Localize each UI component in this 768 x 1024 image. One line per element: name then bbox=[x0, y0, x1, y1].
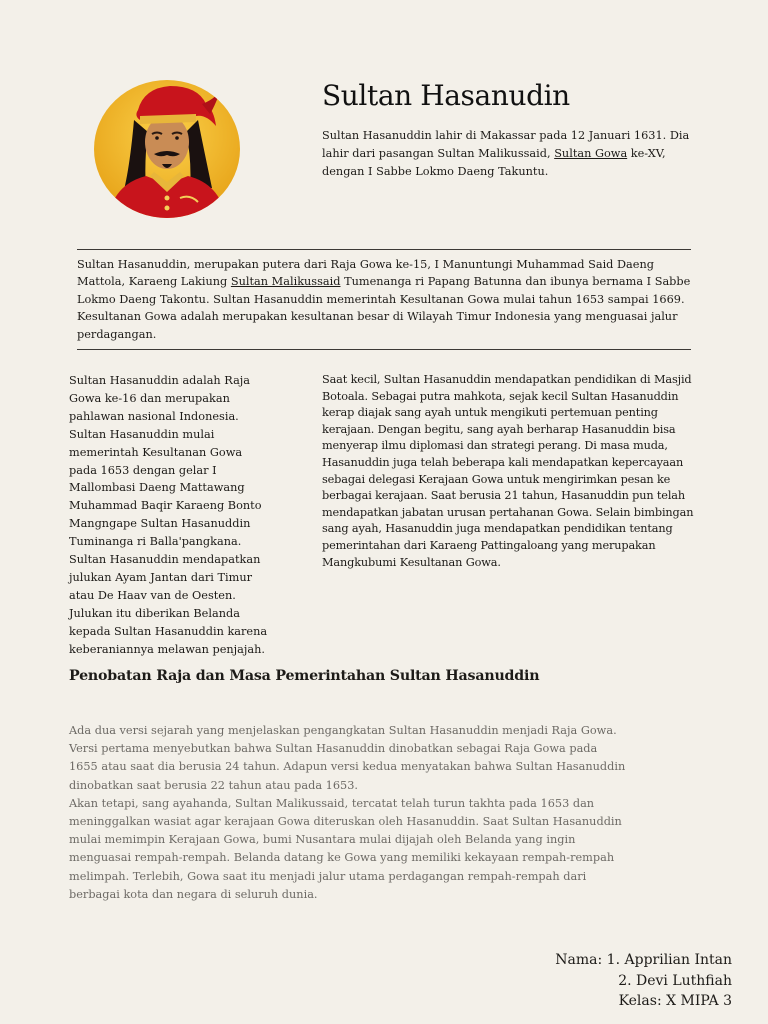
section-paragraph-2: Akan tetapi, sang ayahanda, Sultan Malikussaid, tercatat telah turun takhta pada 1653 dan meninggalkan wasiat agar kerajaan Gowa diteruskan oleh Hasanuddin. Saat Sultan Hasanuddin mulai memimpin Kerajaan Gowa, bumi Nusantara mulai dijajah oleh Belanda yang ingin menguasai rempah-rempah. Belanda datang ke Gowa yang memiliki kekayaan rempah-rempah melimpah. Terlebih, Gowa saat itu menjadi jalur utama perdagangan rempah-rempah dari berbagai kota dan negara di seluruh dunia. bbox=[69, 796, 622, 901]
summary-text-start: Sultan Hasanuddin, merupakan putera dari Raja Gowa ke-15, I Manuntungi Muhammad Said Daeng Mattola, Karaeng Lakiung bbox=[77, 258, 654, 289]
left-column-paragraph: Sultan Hasanuddin adalah Raja Gowa ke-16 dan merupakan pahlawan nasional Indonesia. Sultan Hasanuddin mulai memerintah Kesultanan Gowa pada 1653 dengan gelar I Mallombasi Daeng Mattawang Muhammad Baqir Karaeng Bonto Mangngape Sultan Hasanuddin Tuminanga ri Balla'pangkana. Sultan Hasanuddin mendapatkan julukan Ayam Jantan dari Timur atau De Haav van de Oesten. Julukan itu diberikan Belanda kepada Sultan Hasanuddin karena keberaniannya melawan penjajah. bbox=[69, 374, 268, 656]
portrait-image bbox=[94, 80, 240, 218]
intro-text-start: Sultan Hasanuddin lahir di Makassar pada 12 Januari 1631. Dia lahir dari pasangan Sultan Malikussaid, bbox=[322, 129, 690, 160]
page-title: Sultan Hasanudin bbox=[322, 79, 570, 112]
class-line: Kelas: X MIPA 3 bbox=[618, 993, 732, 1009]
sultan-malikussaid-link[interactable]: Sultan Malikussaid bbox=[230, 275, 341, 289]
summary-top-divider bbox=[77, 249, 691, 250]
sultan-gowa-link[interactable]: Sultan Gowa bbox=[554, 147, 628, 160]
section-body bbox=[69, 722, 629, 904]
right-column-paragraph: Saat kecil, Sultan Hasanuddin mendapatkan pendidikan di Masjid Botoala. Sebagai putra mahkota, sejak kecil Sultan Hasanuddin kerap diajak sang ayah untuk mengikuti pertemuan penting kerajaan. Dengan begitu, sang ayah berharap Hasanuddin bisa menyerap ilmu diplomasi dan strategi perang. Di masa muda, Hasanuddin juga telah beberapa kali mendapatkan kepercayaan sebagai delegasi Kerajaan Gowa untuk mengirimkan pesan ke berbagai kerajaan. Saat berusia 21 tahun, Hasanuddin pun telah mendapatkan jabatan urusan pertahanan Gowa. Selain bimbingan sang ayah, Hasanuddin juga mendapatkan pendidikan tentang pemerintahan dari Karaeng Pattingaloang yang merupakan Mangkubumi Kesultanan Gowa. bbox=[322, 373, 694, 569]
summary-bottom-divider bbox=[77, 349, 691, 350]
summary-text-end: Tumenanga ri Papang Batunna dan ibunya bernama I Sabbe Lokmo Daeng Takontu. Sultan Hasanuddin memerintah Kesultanan Gowa mulai tahun 1653 sampai 1669. Kesultanan Gowa adalah merupakan kesultanan besar di Wilayah Timur Indonesia yang menguasai jalur perdagangan. bbox=[77, 275, 691, 341]
summary-paragraph bbox=[77, 256, 691, 343]
author-name-line-1: Nama: 1. Apprilian Intan bbox=[555, 952, 732, 968]
section-heading: Penobatan Raja dan Masa Pemerintahan Sultan Hasanuddin bbox=[69, 668, 540, 684]
author-name-line-2: 2. Devi Luthfiah bbox=[618, 972, 732, 989]
portrait-illustration bbox=[94, 80, 240, 218]
intro-paragraph bbox=[322, 127, 692, 181]
author-info bbox=[555, 950, 732, 1012]
section-paragraph-1: Ada dua versi sejarah yang menjelaskan pengangkatan Sultan Hasanuddin menjadi Raja Gowa. Versi pertama menyebutkan bahwa Sultan Hasanuddin dinobatkan sebagai Raja Gowa pada 1655 atau saat dia berusia 24 tahun. Adapun versi kedua menyatakan bahwa Sultan Hasanuddin dinobatkan saat berusia 22 tahun atau pada 1653. bbox=[69, 724, 626, 792]
intro-text-end: ke-XV, dengan I Sabbe Lokmo Daeng Takuntu. bbox=[322, 147, 666, 178]
